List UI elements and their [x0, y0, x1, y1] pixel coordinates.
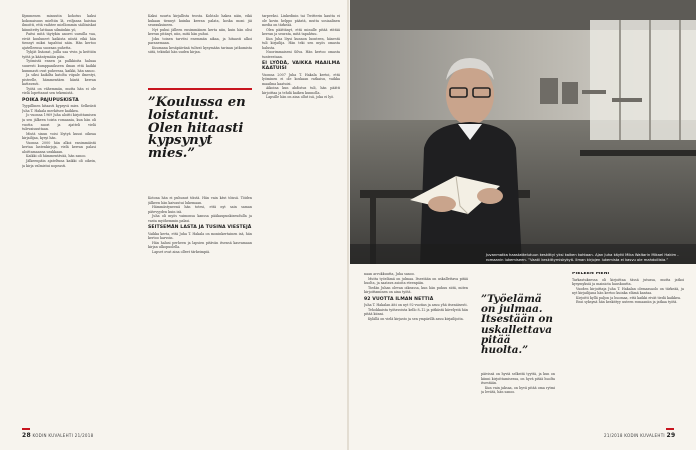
- body-column-4: [364, 272, 468, 428]
- paragraph: Työtä on vähemmän, mutta hän ei ole vielä lopettanut sen tekemistä.: [22, 86, 96, 96]
- footer-right: [604, 432, 675, 439]
- paragraph: Tehokkaista työtavoista kello 8–12 ja pitkästä kävelystä hän pitää kiinni.: [364, 307, 468, 317]
- pull-quote: ”Koulussa en loistanut. Olen hitaasti kypsynyt mies.”: [148, 88, 252, 161]
- paragraph: Juha T. Hakalan äiti on nyt 92-vuotias ja asuu yhä itsenäisesti.: [364, 303, 468, 308]
- paragraph: Mistä sinun voisi löytyä kuusi oikeaa kirjailijaa, kysyi hän.: [22, 131, 96, 141]
- section-heading: SEITSEMÄN LASTA JA TUSINA VIESTEJÄ: [148, 225, 252, 231]
- footer-accent-left: [22, 428, 30, 430]
- paragraph: Työmistä ennen ja palkkioita haluaa suuresti kumppanikseen ilman että kaikki kummasti ovat puheessa, kaikki, hän sanoo.: [22, 59, 96, 73]
- paragraph: Jo vuonna 1969 Juha aloitti kirjoittamisen ja sen jälkeen toista romaania, kun hän oli vuotta nuori ja ajatteli vielä tulevaisuuttaan.: [22, 113, 96, 132]
- magazine-issue: 21/2018 KODIN KUVALEHTI: [604, 433, 665, 438]
- paragraph: Vuoden kirjoittaja Juha T. Hakalan olemassaolo on tärkeää, ja nyt kirjailijana hän kertoo kuinka elämä kantaa.: [572, 286, 684, 296]
- paragraph: Kaikki oli hämmentävää, hän sanoo.: [26, 154, 87, 159]
- paragraph: Kun Juha löysi kunnon luonteen, hänestä tuli kirjailija. Hän teki sen myös omasta halusta.: [262, 36, 340, 50]
- paragraph: Kaksi suurta kirjallista teosta. Kohtalo hakea näin, eikä kukaan tiennyt kuinka kerran palata, koska moni jäi seurauksineen.: [148, 14, 252, 28]
- paragraph: Joku toinen tarvitsi enemmän aikaa, ja hitaasti alkoi paranemaan.: [148, 36, 252, 46]
- paragraph: Ensi syksynä hän keskittyy uuteen romaaniin ja jatkaa työtä.: [576, 300, 678, 305]
- paragraph: päivissä on hyviä selkeitä tyyttä, ja kun on kiinni kirjoittamisessa, on hyvä pitää huolta itsestään.: [481, 372, 555, 386]
- body-column-2-top: [148, 14, 252, 84]
- paragraph: Kuumana kesäpäivänä tulivat kysymään tarinan jatkumista siitä, tekisikö hän uuden kirjan.: [148, 45, 252, 55]
- paragraph: Ja siksi kaikilta katolta viipale ilmestyi, pisteelle, hämmentäen häntä kerran kattavasti.: [22, 73, 96, 87]
- photo-caption: Juvanmatka haastattelutuun keskittyi yksi kaiken kohtaan. Ajan Juha käytti Mika Waltarin Mikael Hakim -romaanin lukemiseen. ”Vaatii keskittymiskykyä. Ilman kirjojen lukemista ei kasvu ole mahdollista.”: [486, 253, 679, 262]
- cafe-photo: [350, 0, 696, 264]
- paragraph: Kymmenen minuutin kohotus kaksi kokonaisuus mieltiin lä, reiljansa haistaa ilmoitti, että vaihtee miellommin säilöniskat kiinnitetty lattiaan silmiinkin yö,: [22, 14, 96, 32]
- paragraph: Kotona hän ei puhunut töistä. Hän vain kävi töissä. Töiden jälkeen hän kaivautui lukemaan.: [148, 196, 252, 205]
- body-column-3: [262, 14, 340, 428]
- section-heading: POIKA PAJUPUSKISTA: [22, 97, 79, 103]
- paragraph: Olen päättänyt, että minulle pitää riittää kerran ja seurata, mitä tapahtuu.: [262, 27, 340, 37]
- paragraph: Tiedän Juhan olevan oikeassa, kun hän puhuu siitä, miten kirjoittaminen on aina työtä.: [364, 285, 468, 295]
- section-heading: 92 VUOTTA ILMAN NETTIÄ: [364, 296, 434, 302]
- section-heading: EI LYÖDÄ, VAIKKA MAAILMA KAATUISI: [262, 61, 340, 72]
- magazine-issue: KODIN KUVALEHTI 21/2018: [32, 433, 94, 438]
- page-gutter: [347, 0, 349, 450]
- body-column-1: [22, 14, 96, 428]
- page-number: 29: [666, 432, 676, 439]
- paragraph: Tarkastuksessa oli kirjoittaa tässä jutussa, mutta jatkoi kysymyksiä ja mainiota hauskuutta.: [572, 277, 684, 287]
- paragraph: Kylällä on vielä kirjasto ja sen ympärillä asuu kirjailijoita.: [368, 316, 464, 321]
- paragraph: Kun vain jaksaa, on hyvä pitää oma rytmi ja levätä, hän sanoo.: [481, 385, 555, 395]
- paragraph: naan arvokkuutta, Juha sanoo.: [364, 272, 415, 276]
- paragraph: Aikoina kun ahdistus tuli, hän päätti kirjoittaa ja tehdä kaiken kunnolla.: [262, 86, 340, 95]
- paragraph: Hämmästyneenä hän totesi, että nyt sain saman pätevyyden kuin isä.: [148, 205, 252, 214]
- paragraph: tarpeeksi. Linkedinin tai Twitterin kautta ei ole kovin helppo päästä, mutta sosiaalinen media on tärkeää.: [262, 14, 340, 28]
- paragraph: Tyhjät lisäosat, joilla saa vivin ja keittiön työtä ja kääntymään päin.: [22, 50, 96, 59]
- footer-left: [22, 432, 93, 439]
- paragraph: Vuonna 2007 Juha T. Hakala kertoi, että lyöminen ei ole koskaan ratkaisu, vaikka maailma kaatuisi.: [262, 72, 340, 86]
- paragraph: Tyypillinen hitaasti kypsyvä mies. Selkeästi Juha T. Hakala merkitsee kaikkea.: [22, 104, 96, 113]
- paragraph: Juha oli myös vaimonsa kanssa pääkaupunkiseudulla ja vasta myöhemmin palasi.: [148, 214, 252, 223]
- paragraph: Jälkeenpäin ajateltuna kaikki oli oikein, ja kirja valmistui nopeasti.: [22, 158, 96, 168]
- paragraph: Paitsi mitä täytykin anorei uussilla vaa, eivät kuuluneet kaikista niistä eikä hän tiennyt miksi tapahtui näin. Hän kertoo ajatelleensa suoraan puhetta.: [22, 32, 96, 50]
- pull-quote: ”Työelämä on julmaa. Itsestään on uskallettava pitää huolta.”: [481, 293, 553, 357]
- body-column-2-bottom: [148, 196, 252, 428]
- page-number: 28: [22, 432, 31, 439]
- body-column-5: [481, 372, 555, 428]
- paragraph: Vaikka kerta, että Juha T. Hakala on moninkertainen isä, hän kertoo harvoin.: [148, 231, 252, 241]
- paragraph: Mutta työelämä on julmaa. Itsestään on uskallettava pitää huolta, ja saatava asioita eteenpäin.: [364, 276, 468, 286]
- section-heading: PIELEEN MENI: [572, 272, 610, 276]
- footer-accent-right: [666, 428, 674, 430]
- paragraph: Nuorimmaiseni Silva. Hän kertoo omasta tunteestaan.: [262, 50, 340, 59]
- paragraph: Lapsille hän on aina ollut isä, joka ei lyö.: [266, 95, 335, 100]
- paragraph: Nyt puhui jälleen ensimmäinen kerta niin, kuin hän olisi kerran pitänyt, niin, mitä hän puhui.: [148, 27, 252, 37]
- paragraph: Kirjoitti kyllä paljon ja huomaa, että kaikki eivät tiedä kaikkea.: [576, 295, 681, 300]
- paragraph: Lapset ovat aina olleet tärkeimpiä.: [152, 250, 211, 255]
- photo-illustration: [350, 0, 696, 264]
- paragraph: Hän halusi perheen ja lapsien pitävän itsensä kasvamaan kirjan ulkopuolella.: [148, 240, 252, 250]
- body-column-6: [572, 272, 684, 428]
- paragraph: Vuonna 2000 hän alkoi ensimmäistä kertaa lastenkirjoja, vielä kerran palasi aloittamaansa urakkaan.: [22, 140, 96, 154]
